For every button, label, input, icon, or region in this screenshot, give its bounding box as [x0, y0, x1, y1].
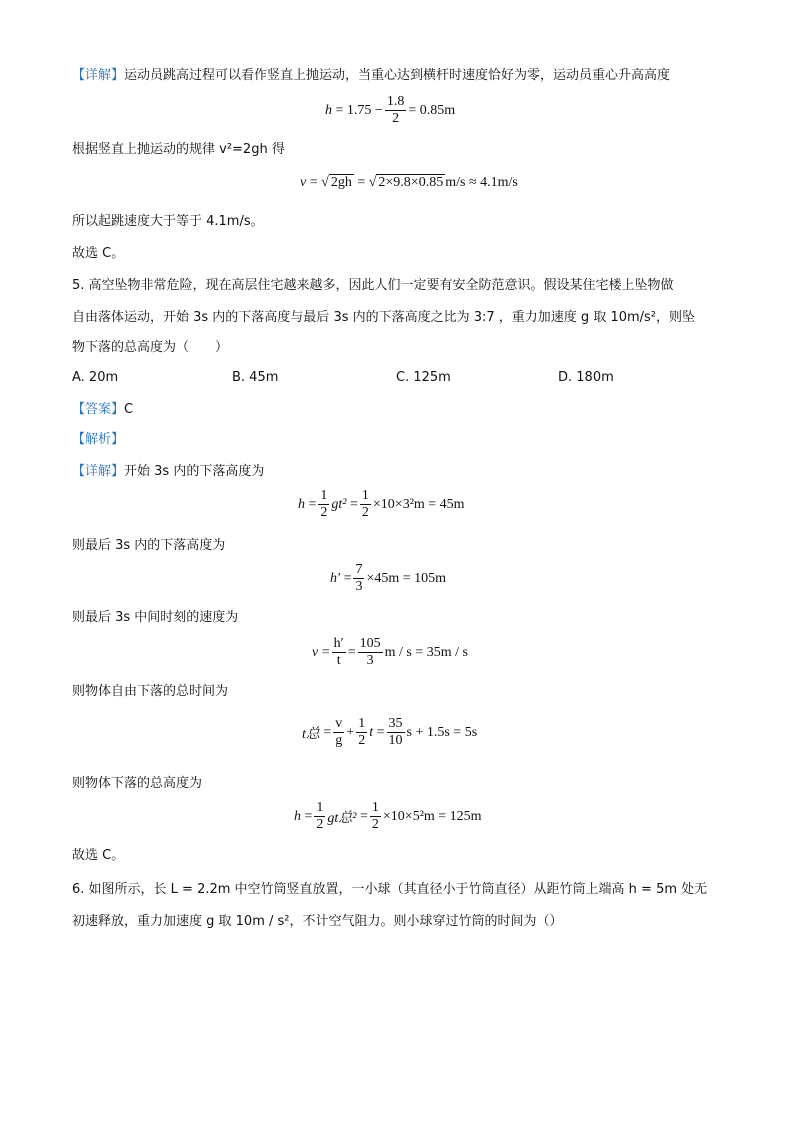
- option-c: C. 125m: [396, 370, 451, 385]
- step-2-text: 则最后 3s 内的下落高度为: [72, 538, 226, 553]
- detail-tag: 【详解】: [72, 68, 125, 83]
- detail-line-q5: [72, 462, 264, 482]
- step-4-text: 则物体自由下落的总时间为: [72, 684, 229, 699]
- option-d: D. 180m: [558, 370, 614, 385]
- step-3-text: 则最后 3s 中间时刻的速度为: [72, 610, 239, 625]
- choice-text-1: 故选 C。: [72, 246, 125, 261]
- q6-line-1: 6. 如图所示，长 L = 2.2m 中空竹筒竖直放置，一小球（其直径小于竹筒直径）从距竹筒上端高 h = 5m 处无: [72, 882, 708, 897]
- step-1-text: 开始 3s 内的下落高度为: [124, 464, 265, 479]
- equation-first-3s: h = $\frac{1}{2}$ gt² = $\frac{1}{2}$ ×10×3²m = 45m: [298, 488, 465, 520]
- q6-line-2: 初速释放，重力加速度 g 取 10m / s²，不计空气阻力。则小球穿过竹筒的时间为（）: [72, 914, 563, 929]
- equation-total-time: t总 = $\frac{v}{g}$ + $\frac{1}{2}$ t = $\frac{35}{10}$ s + 1.5s = 5s: [302, 716, 478, 748]
- q5-line-3: 物下落的总高度为（ ）: [72, 340, 229, 355]
- q5-line-1: 5. 高空坠物非常危险，现在高层住宅越来越多，因此人们一定要有安全防范意识。假设某住宅楼上坠物做: [72, 278, 674, 293]
- detail-text: 运动员跳高过程可以看作竖直上抛运动，当重心达到横杆时速度恰好为零，运动员重心升高高度: [124, 68, 671, 83]
- q5-line-2: 自由落体运动，开始 3s 内的下落高度与最后 3s 内的下落高度之比为 3:7 ，重力加速度 g 取 10m/s²，则坠: [72, 310, 696, 325]
- equation-total-height: h = $\frac{1}{2}$ gt总² = $\frac{1}{2}$ ×10×5²m = 125m: [294, 800, 482, 832]
- equation-last-3s: h′ = $\frac{7}{3}$ ×45m = 105m: [330, 562, 447, 594]
- equation-velocity: v = √ 2gh = √ 2×9.8×0.85 m/s ≈ 4.1m/s: [300, 174, 518, 190]
- answer-line: [72, 400, 133, 420]
- choice-text-2: 故选 C。: [72, 848, 125, 863]
- rule-text: 根据竖直上抛运动的规律 v²=2gh 得: [72, 142, 285, 157]
- answer-value: C: [124, 402, 134, 417]
- step-5-text: 则物体下落的总高度为: [72, 776, 203, 791]
- answer-tag: 【答案】: [72, 402, 125, 417]
- conclusion-text: 所以起跳速度大于等于 4.1m/s。: [72, 214, 264, 229]
- option-b: B. 45m: [232, 370, 279, 385]
- detail-tag-q5: 【详解】: [72, 464, 125, 479]
- detail-paragraph: [72, 66, 670, 86]
- equation-height: h = 1.75 − $\frac{1.8}{2}$ = 0.85m: [325, 94, 456, 126]
- option-a: A. 20m: [72, 370, 119, 385]
- analysis-tag: 【解析】: [72, 432, 125, 447]
- equation-mid-velocity: v = $\frac{h'}{t}$ = $\frac{105}{3}$ m / s = 35m / s: [312, 636, 468, 668]
